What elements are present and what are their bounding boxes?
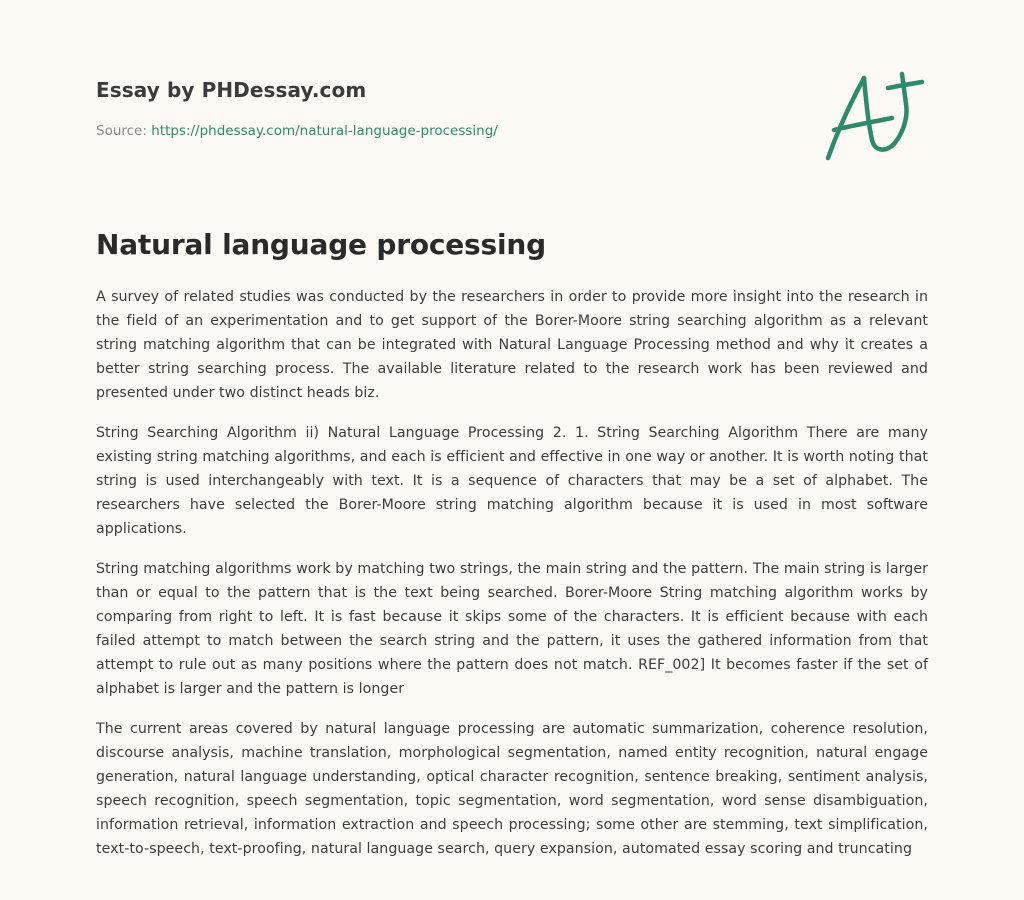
article-title: Natural language processing <box>96 228 546 261</box>
article-body <box>96 285 928 877</box>
paragraph: String Searching Algorithm ii) Natural Language Processing 2. 1. String Searching Algorithm There are many existing string matching algorithms, and each is efficient and effective in one way or another. It is worth noting that string is used interchangeably with text. It is a sequence of characters that may be a set of alphabet. The researchers have selected the Borer-Moore string matching algorithm because it is used in most software applications. <box>96 425 928 537</box>
source-label: Source: <box>96 123 147 139</box>
paragraph: The current areas covered by natural language processing are automatic summarization, coherence resolution, discourse analysis, machine translation, morphological segmentation, named entity recognition, natural engage generation, natural language understanding, optical character recognition, sentence breaking, sentiment analysis, speech recognition, speech segmentation, topic segmentation, word segmentation, word sense disambiguation, information retrieval, information extraction and speech processing; some other are stemming, text simplification, text-to-speech, text-proofing, natural language search, query expansion, automated essay scoring and truncating <box>96 721 928 857</box>
a-plus-logo-icon <box>820 66 930 166</box>
header <box>96 76 736 141</box>
site-brand: Essay by PHDessay.com <box>96 78 367 102</box>
paragraph: A survey of related studies was conducted by the researchers in order to provide more insight into the research in the field of an experimentation and to get support of the Borer-Moore string searching algorithm as a relevant string matching algorithm that can be integrated with Natural Language Processing method and why it creates a better string searching process. The available literature related to the research work has been reviewed and presented under two distinct heads biz. <box>96 289 928 401</box>
paragraph: String matching algorithms work by matching two strings, the main string and the pattern. The main string is larger than or equal to the pattern that is the text being searched. Borer-Moore String matching algorithm works by comparing from right to left. It is fast because it skips some of the characters. It is efficient because with each failed attempt to match between the search string and the pattern, it uses the gathered information from that attempt to rule out as many positions where the pattern does not match. REF_002] It becomes faster if the set of alphabet is larger and the pattern is longer <box>96 561 928 697</box>
source-link[interactable]: https://phdessay.com/natural-language-processing/ <box>151 123 498 139</box>
source-line <box>96 121 736 141</box>
